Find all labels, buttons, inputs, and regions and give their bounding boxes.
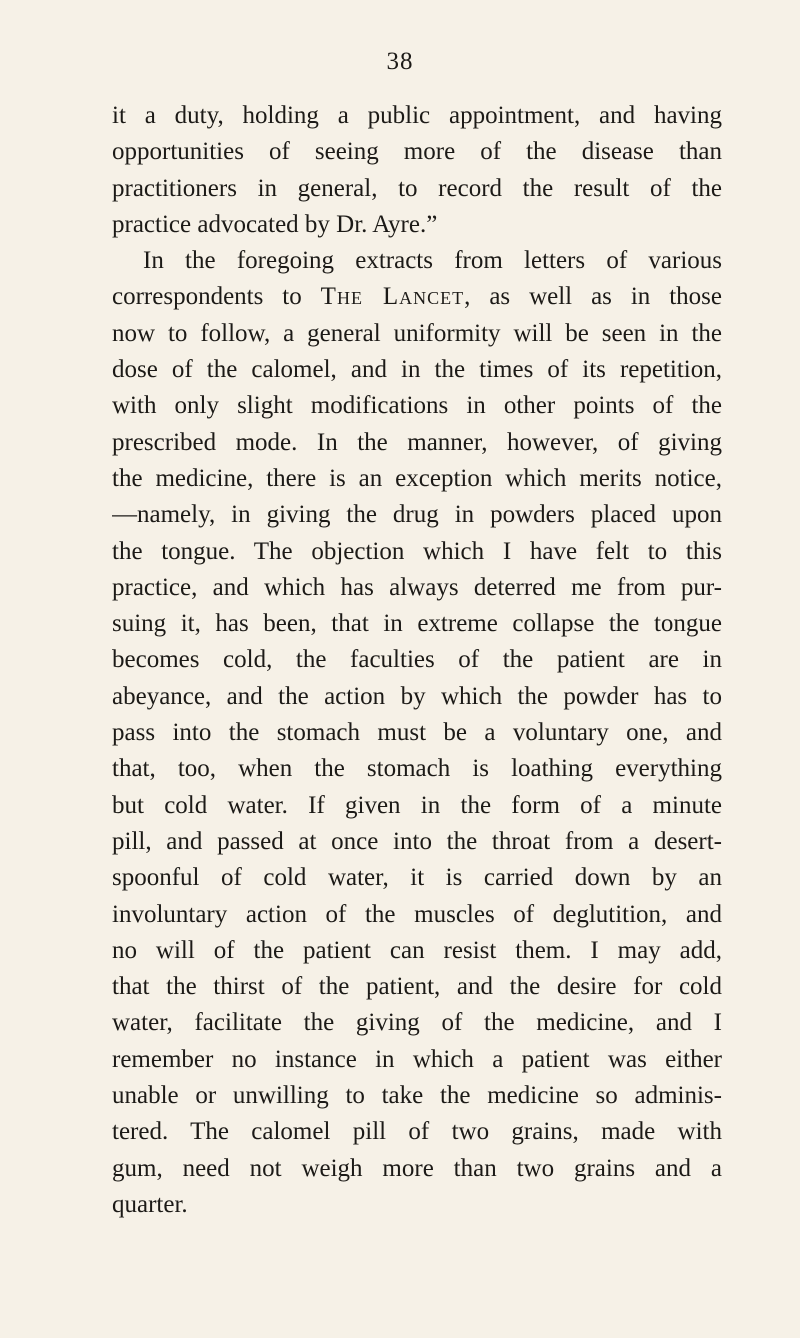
text-line: practitioners in general, to record the result of the <box>112 174 722 202</box>
text-line: that the thirst of the patient, and the desire for cold <box>112 973 722 1001</box>
text-line: tered. The calomel pill of two grains, made with <box>112 1118 722 1146</box>
text-line: prescribed mode. In the manner, however, of giving <box>112 428 722 456</box>
text-line: In the foregoing extracts from letters of various <box>143 247 722 275</box>
text-line: gum, need not weigh more than two grains and a <box>112 1154 722 1182</box>
text-line <box>112 279 722 315</box>
text-line: practice advocated by Dr. Ayre.” <box>112 210 438 238</box>
text-line: suing it, has been, that in extreme collapse the tongue <box>112 610 722 638</box>
text-line: practice, and which has always deterred me from pur- <box>112 573 722 601</box>
text-line: pill, and passed at once into the throat from a desert- <box>112 827 722 855</box>
text-line: with only slight modifications in other points of the <box>112 392 722 420</box>
text-line: unable or unwilling to take the medicine so adminis- <box>112 1082 722 1110</box>
text-line: the tongue. The objection which I have felt to this <box>112 537 722 565</box>
text-line: remember no instance in which a patient was either <box>112 1045 722 1073</box>
text-fragment: correspondents to <box>112 283 321 311</box>
text-line: quarter. <box>112 1190 188 1218</box>
journal-name: The Lancet <box>320 283 465 311</box>
text-line: dose of the calomel, and in the times of its repetition, <box>112 356 722 384</box>
text-line: but cold water. If given in the form of a minute <box>112 791 722 819</box>
text-line: —namely, in giving the drug in powders placed upon <box>112 501 722 529</box>
text-line: no will of the patient can resist them. I may add, <box>112 936 722 964</box>
text-line: now to follow, a general uniformity will be seen in the <box>112 319 722 347</box>
text-line: it a duty, holding a public appointment, and having <box>112 102 722 129</box>
text-line: that, too, when the stomach is loathing everything <box>112 755 722 783</box>
text-line: the medicine, there is an exception which merits notice, <box>112 464 722 492</box>
page-number: 38 <box>386 48 414 75</box>
text-line: abeyance, and the action by which the powder has to <box>112 682 722 710</box>
text-line: involuntary action of the muscles of deglutition, and <box>112 900 722 928</box>
text-line: water, facilitate the giving of the medicine, and I <box>112 1009 722 1037</box>
text-line: becomes cold, the faculties of the patient are in <box>112 646 722 674</box>
text-line: spoonful of cold water, it is carried down by an <box>112 864 722 892</box>
text-line: pass into the stomach must be a voluntary one, and <box>112 719 722 747</box>
body-text <box>112 98 722 1223</box>
text-line: opportunities of seeing more of the disease than <box>112 138 722 166</box>
text-fragment: , as well as in those <box>464 283 722 311</box>
